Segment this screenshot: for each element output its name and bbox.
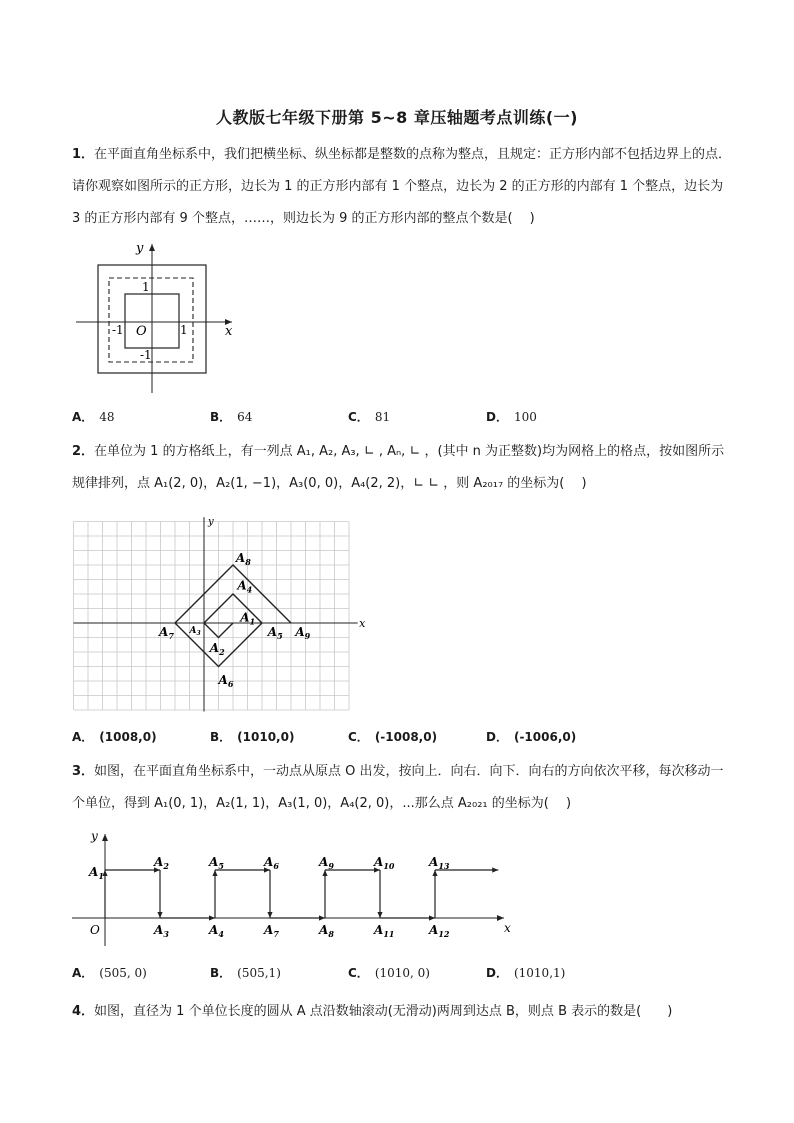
x-label: x	[359, 617, 366, 630]
option-d[interactable]: D． (-1006,0)	[486, 730, 577, 744]
option-a[interactable]: A． 48	[72, 410, 115, 424]
point-label: $A_1$	[240, 610, 256, 627]
question-2	[72, 436, 732, 500]
question-number: 4．	[72, 1004, 95, 1019]
point-label: $A_4$	[209, 923, 224, 939]
question-text: 在平面直角坐标系中，我们把横坐标、纵坐标都是整数的点称为整点，且规定：正方形内部不包括边界上的点．请你观察如图所示的正方形，边长为 1 的正方形内部有 1 个整点，边长为 2 的正方形的内部有 1 个整点，边长为 3 的正方形内部有 9 个整点，……，则边长为 9 的正方形内部的整点个数是( )	[72, 147, 732, 226]
question-text: 在单位为 1 的方格纸上，有一列点 A₁, A₂, A₃, ∟ , Aₙ, ∟ ，(其中 n 为正整数)均为网格上的格点，按如图所示规律排列，点 A₁(2, 0)，A₂(1, −1)，A₃(0, 0)，A₄(2, 2)，∟ ∟ ，则 A₂₀₁₇ 的坐标为( )	[72, 444, 725, 491]
point-label: $A_{13}$	[429, 855, 450, 871]
point-label: $A_3$	[189, 626, 201, 638]
point-label: $A_1$	[89, 865, 104, 881]
option-c[interactable]: C． (1010, 0)	[348, 966, 430, 980]
arrow-head	[377, 912, 382, 918]
point-label: $A_9$	[319, 855, 334, 871]
page-title: 人教版七年级下册第 5~8 章压轴题考点训练(一)	[216, 108, 578, 127]
point-label: $A_6$	[218, 672, 234, 689]
arrow-head	[429, 915, 435, 920]
point-label: $A_2$	[209, 641, 225, 657]
question-text: 如图，直径为 1 个单位长度的圆从 A 点沿数轴滚动(无滑动)两周到达点 B，则点 B 表示的数是( )	[94, 1004, 673, 1019]
option-d[interactable]: D． 100	[486, 410, 537, 424]
arrow-head	[209, 915, 215, 920]
q2-options	[72, 728, 732, 750]
arrow-head	[212, 870, 217, 876]
point-label: $A_{12}$	[429, 923, 450, 939]
question-number: 3．	[72, 764, 95, 779]
question-number: 2．	[72, 444, 95, 459]
point-label: $A_9$	[295, 625, 311, 642]
q1-figure	[72, 238, 242, 398]
point-label: $A_6$	[264, 855, 279, 871]
point-label: $A_{10}$	[374, 855, 395, 871]
arrow-head	[322, 870, 327, 876]
point-label: $A_5$	[267, 625, 283, 642]
point-label: $A_{11}$	[374, 923, 395, 939]
point-label: $A_8$	[319, 923, 334, 939]
tick-label: -1	[112, 323, 124, 337]
question-1	[72, 139, 732, 235]
y-label: y	[208, 516, 214, 528]
arrow-head	[319, 915, 325, 920]
y-label: y	[136, 241, 144, 256]
arrow-head	[157, 912, 162, 918]
option-b[interactable]: B． 64	[210, 410, 253, 424]
x-label: x	[504, 921, 511, 935]
origin-label: O	[136, 324, 147, 339]
point-label: $A_2$	[154, 855, 169, 871]
point-label: $A_7$	[264, 923, 279, 939]
tick-label: 1	[142, 280, 150, 294]
x-label: x	[225, 324, 233, 339]
option-c[interactable]: C． 81	[348, 410, 391, 424]
q1-options	[72, 408, 732, 430]
option-b[interactable]: B． (1010,0)	[210, 730, 295, 744]
question-text: 如图，在平面直角坐标系中，一动点从原点 O 出发，按向上．向右．向下．向右的方向依次平移，每次移动一个单位，得到 A₁(0, 1)，A₂(1, 1)，A₃(1, 0)，A₄(2, 0)，...那么点 A₂₀₂₁ 的坐标为( )	[72, 764, 724, 811]
point-label: $A_4$	[237, 578, 253, 595]
point-label: $A_5$	[209, 855, 224, 871]
tick-label: 1	[180, 323, 188, 337]
option-b[interactable]: B． (505,1)	[210, 966, 281, 980]
point-label: $A_3$	[154, 923, 169, 939]
q3-figure	[72, 828, 522, 948]
y-arrow	[149, 244, 155, 251]
x-arrow	[497, 915, 504, 921]
option-a[interactable]: A． (505, 0)	[72, 966, 147, 980]
question-3	[72, 756, 732, 820]
option-a[interactable]: A． (1008,0)	[72, 730, 157, 744]
arrow-head	[492, 867, 498, 872]
q2-figure	[72, 516, 392, 716]
option-d[interactable]: D． (1010,1)	[486, 966, 566, 980]
question-4	[72, 996, 732, 1028]
origin-label: O	[90, 923, 100, 937]
question-number: 1．	[72, 147, 95, 162]
q3-options	[72, 964, 732, 986]
y-arrow	[102, 834, 108, 841]
arrow-head	[432, 870, 437, 876]
point-label: $A_8$	[235, 551, 251, 568]
option-c[interactable]: C． (-1008,0)	[348, 730, 438, 744]
point-label: $A_7$	[159, 625, 174, 642]
y-label: y	[91, 829, 98, 843]
tick-label: -1	[140, 348, 152, 362]
arrow-head	[267, 912, 272, 918]
